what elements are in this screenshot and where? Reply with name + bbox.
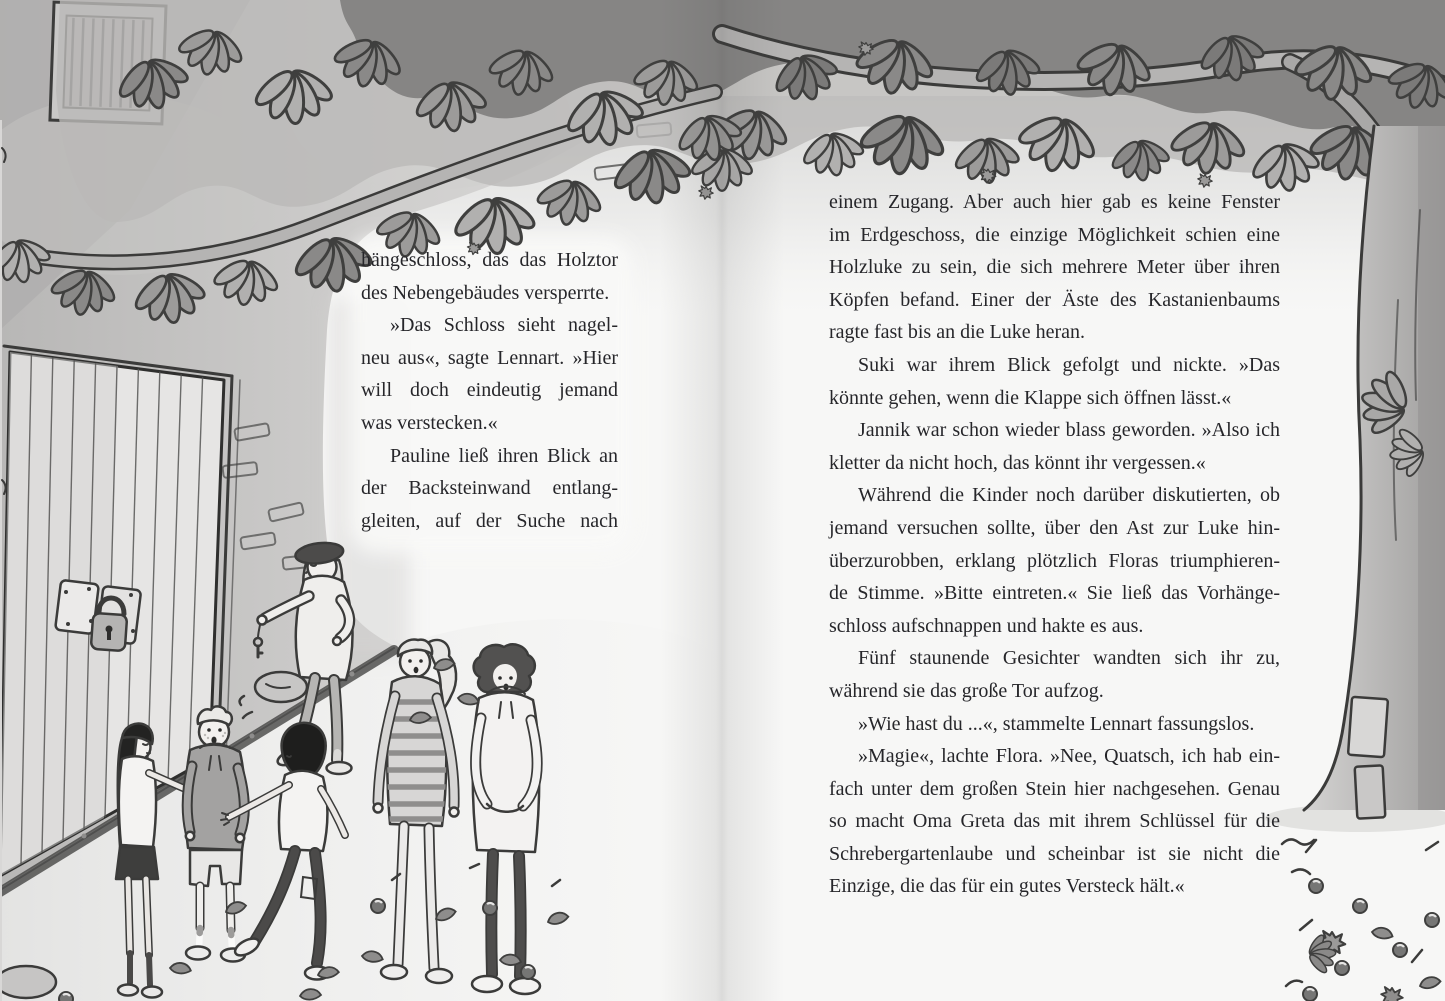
text-line: Köpfen befand. Einer der Äste des Kastanienbaums — [829, 288, 1280, 311]
text-line: Fünf staunende Gesichter wandten sich ihr zu, — [858, 647, 1280, 670]
text-line: des Nebengebäudes versperrte. — [361, 281, 610, 304]
text-line: schloss aufschnappen und hakte es aus. — [829, 614, 1144, 637]
text-line: jemand versuchen sollte, über den Ast zur Luke hin- — [829, 516, 1280, 539]
text-line: Während die Kinder noch darüber diskutierten, ob — [858, 484, 1280, 507]
text-line: könnte gehen, wenn die Klappe sich öffnen lässt.« — [829, 386, 1232, 409]
right-page-text — [829, 186, 1280, 903]
left-page-text — [361, 244, 618, 537]
text-line: der Backsteinwand entlang- — [361, 477, 618, 500]
text-line: Holzluke zu sein, die sich mehrere Meter über ihren — [829, 256, 1280, 279]
text-line: kletter da nicht hoch, das könnt ihr vergessen.« — [829, 451, 1206, 474]
page-gutter-shadow — [660, 0, 784, 1001]
text-line: »Magie«, lachte Flora. »Nee, Quatsch, ich hab ein- — [858, 745, 1280, 768]
text-line: im Erdgeschoss, die einzige Möglichkeit schien eine — [829, 223, 1280, 246]
text-line: neu aus«, sagte Lennart. »Hier — [361, 346, 618, 369]
text-line: »Wie hast du ...«, stammelte Lennart fassungslos. — [858, 712, 1255, 735]
text-line: Suki war ihrem Blick gefolgt und nickte. »Das — [858, 353, 1280, 376]
text-line: de Stimme. »Bitte eintreten.« Sie ließ das Vorhänge- — [829, 582, 1280, 605]
text-line: was verstecken.« — [361, 411, 498, 434]
text-line: Schrebergartenlaube und scheinbar ist sie nicht die — [829, 842, 1280, 865]
text-line: hängeschloss, das das Holztor — [361, 249, 618, 271]
text-line: gleiten, auf der Suche nach — [361, 509, 618, 532]
text-line: Pauline ließ ihren Blick an — [390, 444, 618, 467]
text-line: »Das Schloss sieht nagel- — [390, 314, 618, 337]
text-line: während sie das große Tor aufzog. — [829, 679, 1104, 702]
text-line: überzurobben, erklang plötzlich Floras triumphieren- — [829, 549, 1280, 572]
text-line: will doch eindeutig jemand — [361, 379, 618, 402]
text-line: einem Zugang. Aber auch hier gab es keine Fenster — [829, 191, 1280, 213]
text-line: Einzige, die das für ein gutes Versteck hält.« — [829, 875, 1185, 898]
text-line: Jannik war schon wieder blass geworden. »Also ich — [858, 419, 1280, 442]
text-line: ragte fast bis an die Luke heran. — [829, 321, 1086, 344]
text-line: so macht Oma Greta das mit ihrem Schlüssel für die — [829, 810, 1280, 833]
text-line: fach unter dem großen Stein hier nachgesehen. Genau — [829, 777, 1280, 800]
ground-scatter-right — [1282, 839, 1441, 1001]
